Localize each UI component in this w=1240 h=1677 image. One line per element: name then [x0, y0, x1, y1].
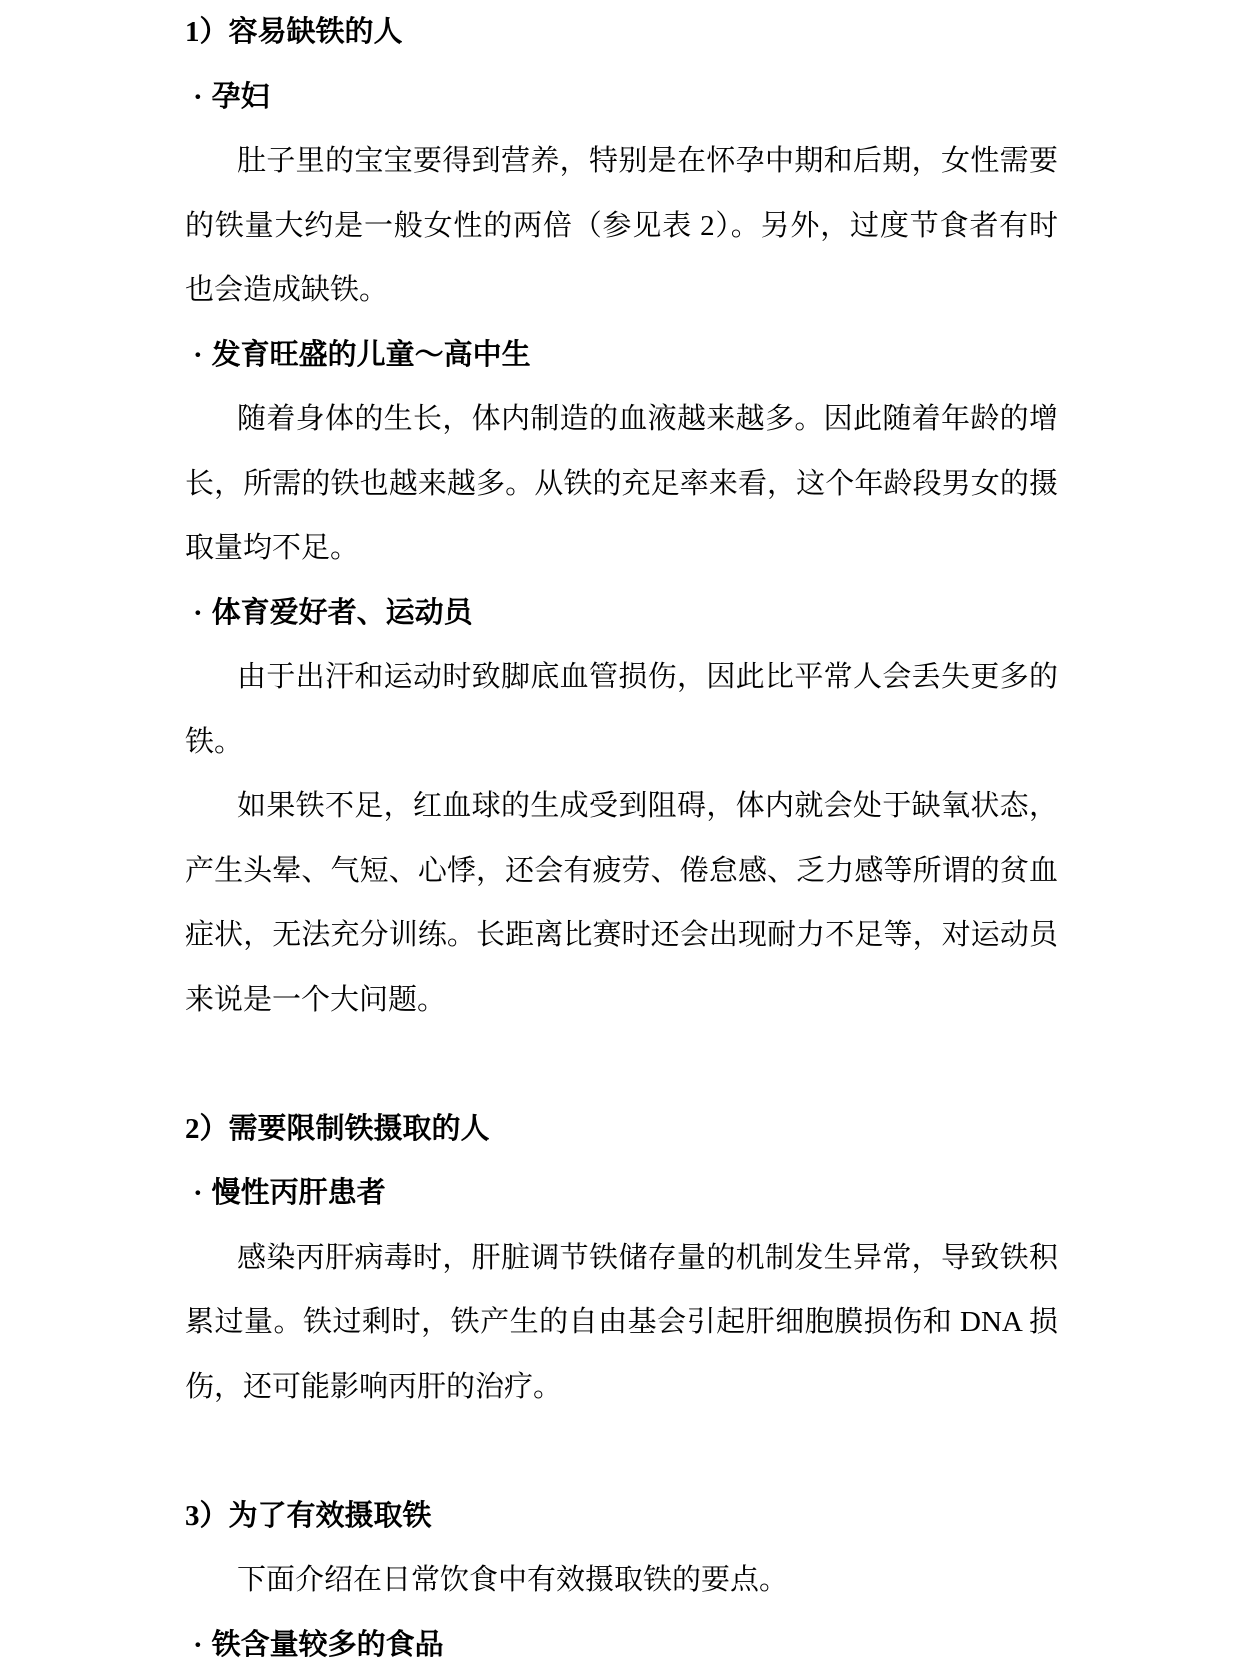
blank-line	[185, 1419, 1058, 1484]
paragraph: 随着身体的生长，体内制造的血液越来越多。因此随着年龄的增长，所需的铁也越来越多。从铁的充足率来看，这个年龄段男女的摄取量均不足。	[185, 387, 1058, 581]
bullet-item-title: 慢性丙肝患者	[212, 1177, 386, 1209]
section-effective-iron-intake	[185, 1484, 1058, 1677]
bullet-item-title: 铁含量较多的食品	[212, 1629, 444, 1661]
bullet-item-chronic-hepatitis-c	[185, 1161, 1058, 1226]
bullet-item-title: 孕妇	[212, 81, 270, 113]
section-heading: 1）容易缺铁的人	[185, 0, 1058, 65]
section-iron-deficiency-prone	[185, 0, 1058, 1032]
bullet-item-title: 体育爱好者、运动员	[212, 597, 473, 629]
paragraph: 如果铁不足，红血球的生成受到阻碍，体内就会处于缺氧状态，产生头晕、气短、心悸，还会有疲劳、倦怠感、乏力感等所谓的贫血症状，无法充分训练。长距离比赛时还会出现耐力不足等，对运动员来说是一个大问题。	[185, 774, 1058, 1032]
paragraph: 感染丙肝病毒时，肝脏调节铁储存量的机制发生异常，导致铁积累过量。铁过剩时，铁产生的自由基会引起肝细胞膜损伤和 DNA 损伤，还可能影响丙肝的治疗。	[185, 1226, 1058, 1420]
bullet-dot: ·	[193, 65, 203, 130]
blank-line	[185, 1032, 1058, 1097]
section-iron-restriction	[185, 1097, 1058, 1420]
bullet-item-athletes	[185, 581, 1058, 646]
bullet-item-title: 发育旺盛的儿童～高中生	[212, 339, 531, 371]
bullet-dot: ·	[193, 323, 203, 388]
paragraph: 由于出汗和运动时致脚底血管损伤，因此比平常人会丢失更多的铁。	[185, 645, 1058, 774]
bullet-item-growing-children	[185, 323, 1058, 388]
bullet-dot: ·	[193, 1161, 203, 1226]
section-heading: 2）需要限制铁摄取的人	[185, 1097, 1058, 1162]
bullet-item-pregnant-women	[185, 65, 1058, 130]
bullet-item-iron-rich-foods	[185, 1613, 1058, 1677]
section-heading: 3）为了有效摄取铁	[185, 1484, 1058, 1549]
bullet-dot: ·	[193, 1613, 203, 1677]
section-intro-paragraph: 下面介绍在日常饮食中有效摄取铁的要点。	[185, 1548, 1058, 1613]
paragraph: 肚子里的宝宝要得到营养，特别是在怀孕中期和后期，女性需要的铁量大约是一般女性的两倍（参见表 2）。另外，过度节食者有时也会造成缺铁。	[185, 129, 1058, 323]
bullet-dot: ·	[193, 581, 203, 646]
